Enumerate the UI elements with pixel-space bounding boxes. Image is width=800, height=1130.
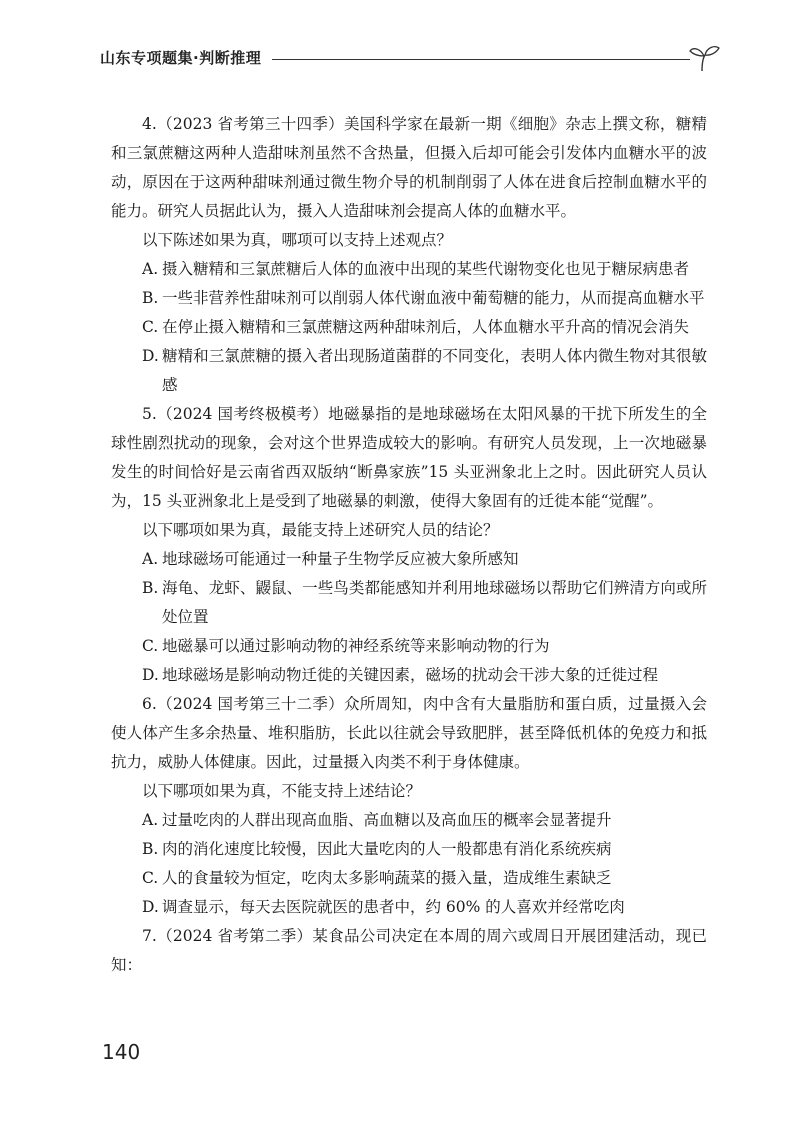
question-5 (111, 400, 707, 690)
option-c: C. 在停止摄入糖精和三氯蔗糖这两种甜味剂后，人体血糖水平升高的情况会消失 (142, 318, 690, 336)
options-list (111, 545, 707, 690)
running-header (100, 43, 722, 77)
question-4 (111, 110, 707, 400)
option-b: B. 肉的消化速度比较慢，因此大量吃肉的人一般都患有消化系统疾病 (142, 840, 612, 858)
option-a: A. 过量吃肉的人群出现高血脂、高血糖以及高血压的概率会显著提升 (142, 811, 612, 829)
header-rule (272, 59, 690, 60)
question-6 (111, 690, 707, 922)
option-b: B. 一些非营养性甜味剂可以削弱人体代谢血液中葡萄糖的能力，从而提高血糖水平 (142, 289, 705, 307)
header-title: 山东专项题集·判断推理 (100, 49, 262, 67)
page-number: 140 (102, 1040, 141, 1064)
sprout-icon (688, 43, 722, 73)
option-c: C. 地磁暴可以通过影响动物的神经系统等来影响动物的行为 (142, 637, 550, 655)
question-stem: 5.（2024 国考终极模考）地磁暴指的是地球磁场在太阳风暴的干扰下所发生的全球性剧烈扰动的现象，会对这个世界造成较大的影响。有研究人员发现，上一次地磁暴发生的时间恰好是云南省西双版纳“断鼻家族”15 头亚洲象北上之时。因此研究人员认为，15 头亚洲象北上是受到了地磁暴的刺激，使得大象固有的迁徙本能“觉醒”。 (111, 405, 707, 510)
option-b: B. 海龟、龙虾、鼹鼠、一些鸟类都能感知并利用地球磁场以帮助它们辨清方向或所处位置 (142, 579, 707, 626)
option-c: C. 人的食量较为恒定，吃肉太多影响蔬菜的摄入量，造成维生素缺乏 (142, 869, 612, 887)
option-d: D. 地球磁场是影响动物迁徙的关键因素，磁场的扰动会干涉大象的迁徙过程 (142, 666, 659, 684)
page-content (111, 110, 707, 980)
question-stem: 6.（2024 国考第三十二季）众所周知，肉中含有大量脂肪和蛋白质，过量摄入会使人体产生多余热量、堆积脂肪，长此以往就会导致肥胖，甚至降低机体的免疫力和抵抗力，威胁人体健康。因此，过量摄入肉类不利于身体健康。 (111, 695, 707, 771)
options-list (111, 255, 707, 400)
question-stem: 4.（2023 省考第三十四季）美国科学家在最新一期《细胞》杂志上撰文称，糖精和三氯蔗糖这两种人造甜味剂虽然不含热量，但摄入后却可能会引发体内血糖水平的波动，原因在于这两种甜味剂通过微生物介导的机制削弱了人体在进食后控制血糖水平的能力。研究人员据此认为，摄入人造甜味剂会提高人体的血糖水平。 (111, 115, 707, 220)
options-list (111, 806, 707, 922)
question-prompt: 以下陈述如果为真，哪项可以支持上述观点？ (142, 231, 453, 249)
question-stem: 7.（2024 省考第二季）某食品公司决定在本周的周六或周日开展团建活动，现已知： (111, 927, 707, 974)
option-d: D. 糖精和三氯蔗糖的摄入者出现肠道菌群的不同变化，表明人体内微生物对其很敏感 (142, 347, 707, 394)
option-a: A. 地球磁场可能通过一种量子生物学反应被大象所感知 (142, 550, 519, 568)
question-prompt: 以下哪项如果为真，不能支持上述结论？ (142, 782, 422, 800)
option-a: A. 摄入糖精和三氯蔗糖后人体的血液中出现的某些代谢物变化也见于糖尿病患者 (142, 260, 690, 278)
question-7 (111, 922, 707, 980)
question-prompt: 以下哪项如果为真，最能支持上述研究人员的结论？ (142, 521, 499, 539)
option-d: D. 调查显示，每天去医院就医的患者中，约 60% 的人喜欢并经常吃肉 (142, 898, 625, 916)
